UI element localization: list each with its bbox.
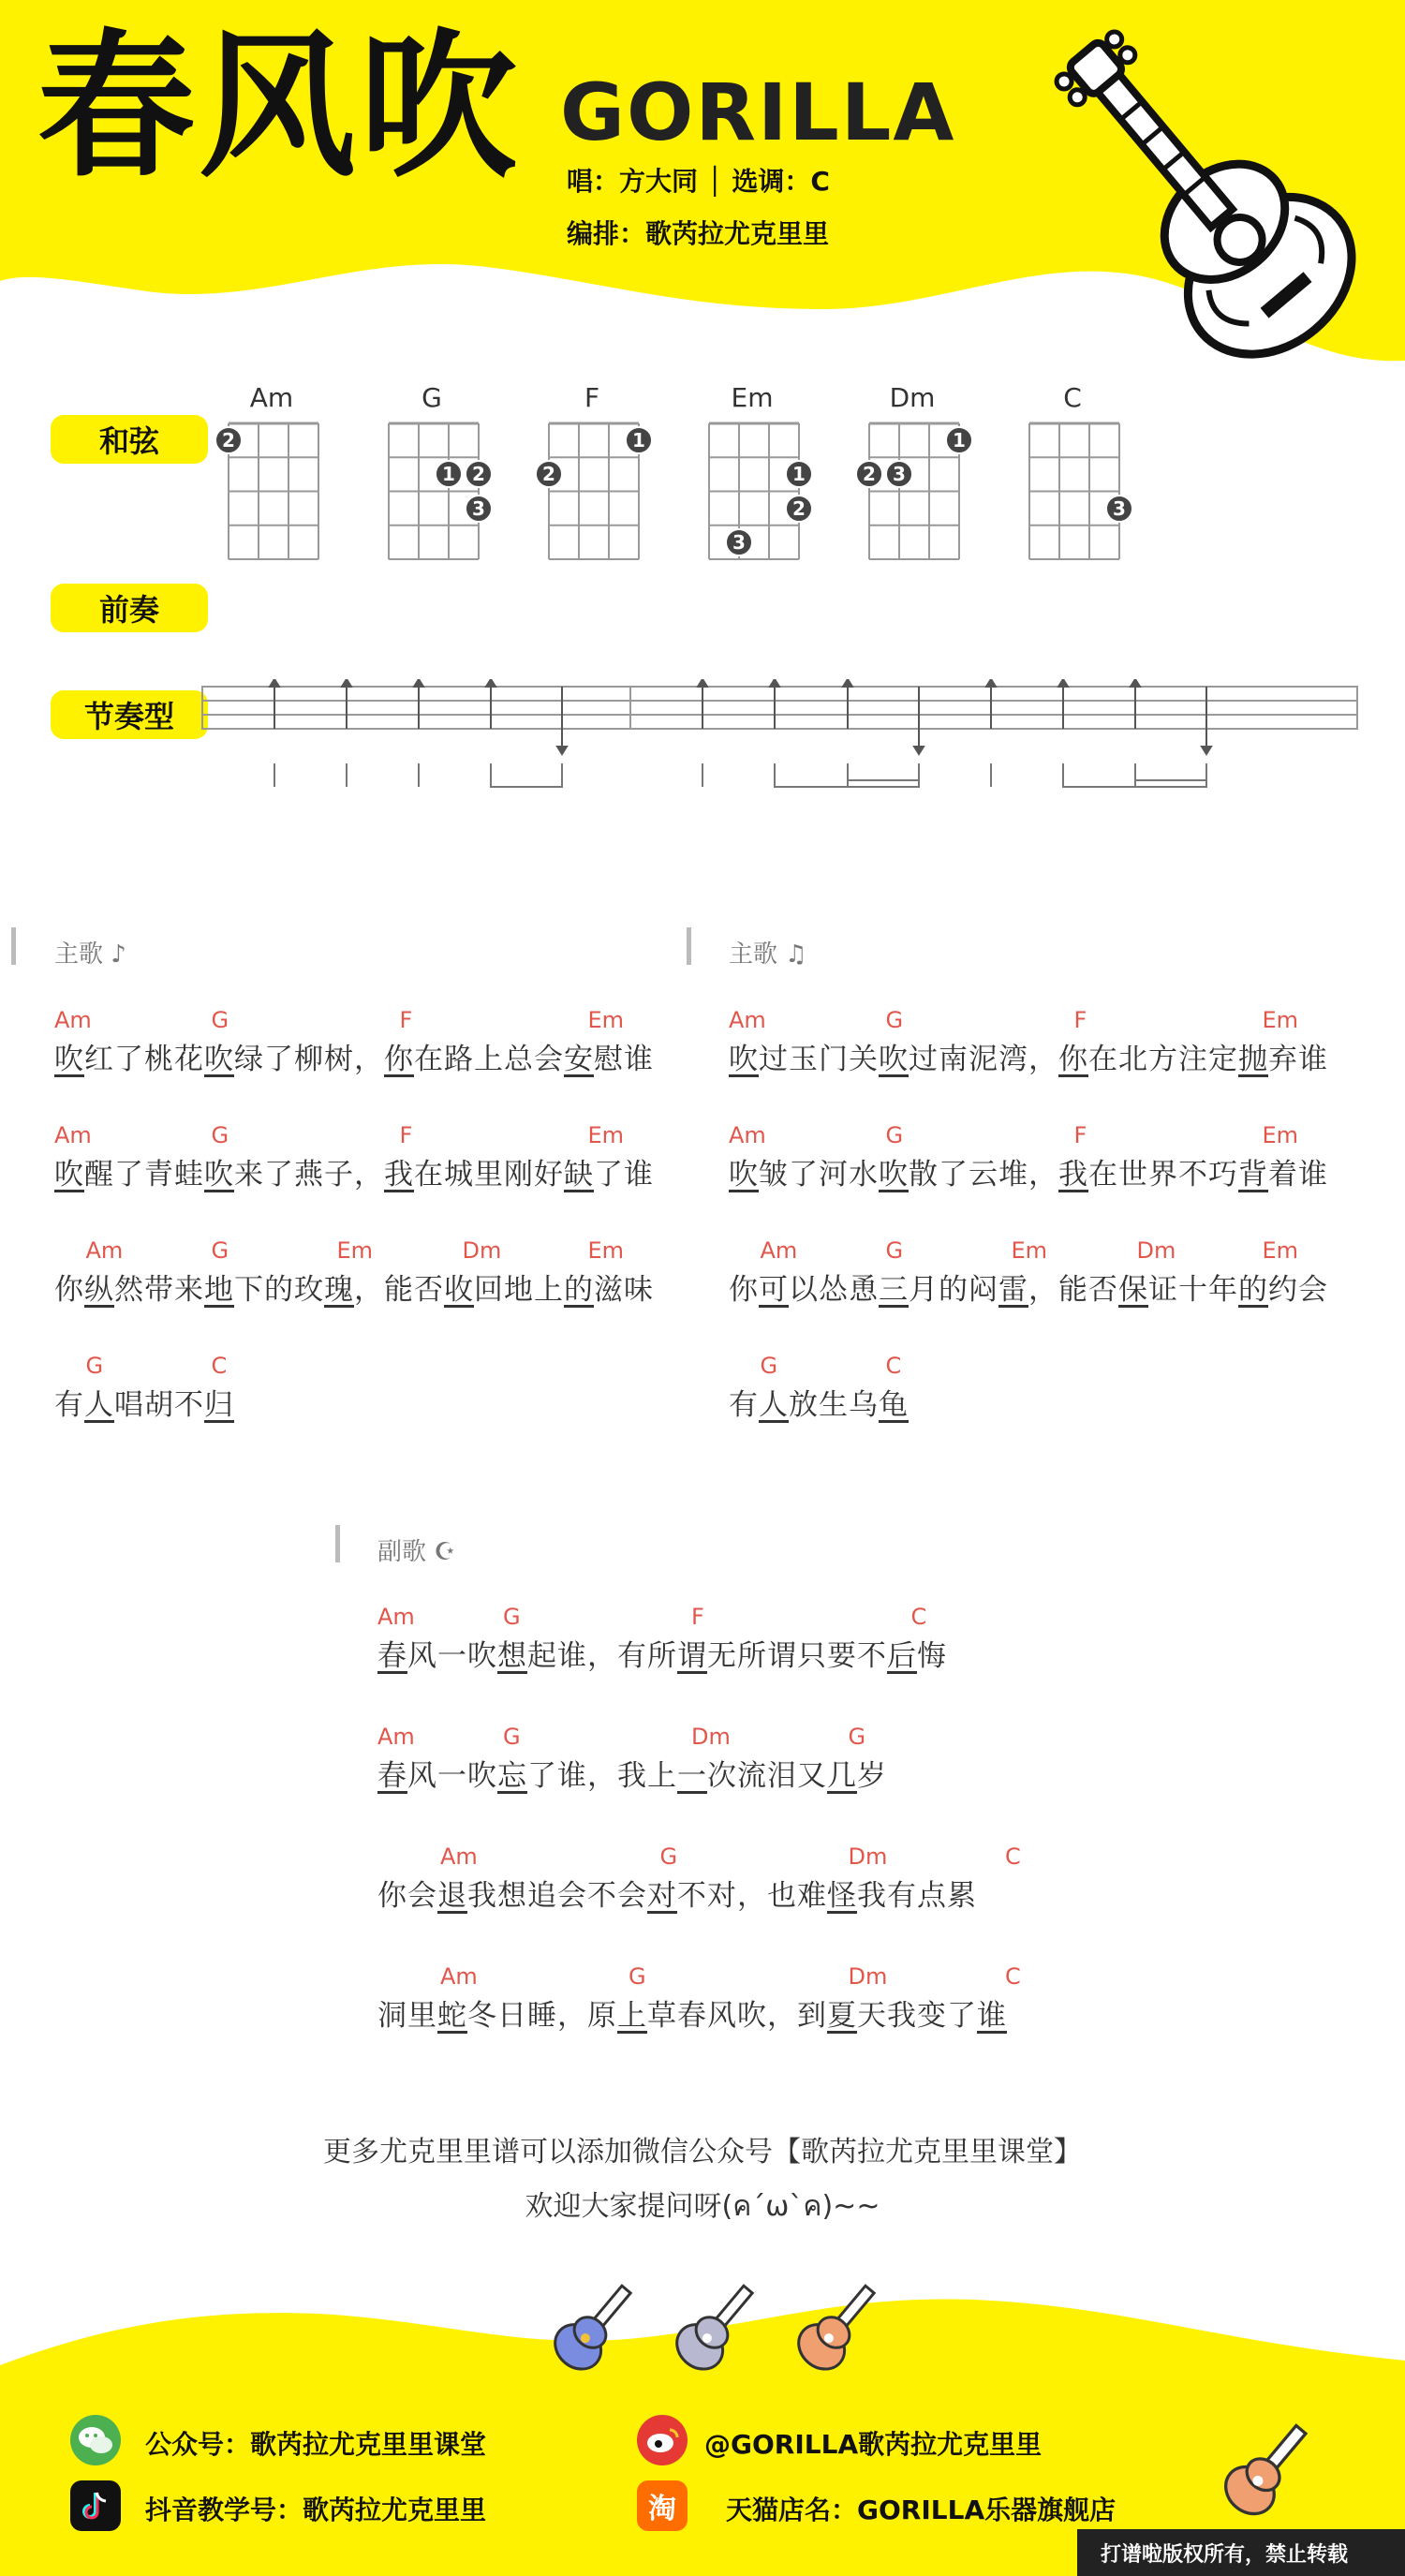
intro-label: 前奏 [51,584,208,632]
chord-label: Em [587,1007,625,1033]
chorus-title: 副歌 ☪ [377,1538,456,1566]
chord-label: G [503,1604,521,1630]
chord-name: F [584,382,600,413]
chord-label: F [1073,1007,1087,1033]
rhythm-pattern-staff [201,679,1363,792]
chord-label: Am [377,1604,415,1630]
lyric-text: 吹红了桃花吹绿了柳树，你在路上总会安慰谁 [54,1043,654,1076]
wechat-note: 更多尤克里里谱可以添加微信公众号【歌芮拉尤克里里课堂】 [323,2136,1082,2169]
copyright-text: 打谱啦版权所有，禁止转载 [1101,2543,1349,2567]
chord-label: G [503,1724,521,1750]
ukulele-corner-icon [1208,2421,1321,2524]
chord-label: Am [760,1237,798,1264]
lyric-text: 吹醒了青蛙吹来了燕子，我在城里刚好缺了谁 [54,1158,654,1192]
finger-dot: 3 [725,528,753,556]
chord-grid [1028,422,1121,561]
chord-label: G [85,1353,104,1379]
chord-label: G [885,1237,904,1264]
singer-key-line: 唱：方大同 │ 选调：C [567,166,830,197]
chord-label: C [910,1604,927,1630]
chord-label: Am [440,1963,478,1990]
lyric-text: 吹皱了河水吹散了云堆，我在世界不巧背着谁 [729,1158,1328,1192]
chord-label: C [211,1353,228,1379]
chord-label: G [760,1353,778,1379]
tmall-store: 天猫店名：GORILLA乐器旗舰店 [726,2495,1117,2525]
chord-label: Dm [691,1724,731,1750]
verse2-marker [687,927,691,965]
chord-name: C [1063,382,1082,413]
chords-label: 和弦 [51,415,208,464]
finger-dot: 1 [435,460,463,488]
chord-label: C [1005,1843,1021,1870]
lyric-text: 有人放生乌龟 [729,1388,909,1422]
guitar-illustration-icon [1026,28,1382,365]
lyric-text: 你纵然带来地下的玫瑰，能否收回地上的滋味 [54,1273,654,1307]
chord-label: G [885,1122,904,1148]
chord-label: Em [587,1237,625,1264]
chord-label: F [399,1007,413,1033]
chord-label: Am [377,1724,415,1750]
chord-label: Em [1011,1237,1048,1264]
finger-dot: 2 [214,426,243,454]
chord-label: C [885,1353,902,1379]
chord-label: F [399,1122,413,1148]
douyin-account: 抖音教学号：歌芮拉尤克里里 [145,2495,487,2525]
chord-label: G [629,1963,646,1990]
finger-dot: 1 [945,426,973,454]
lyric-text: 吹过玉门关吹过南泥湾，你在北方注定抛弃谁 [729,1043,1328,1076]
lyric-text: 你会退我想追会不会对不对，也难怪我有点累 [377,1879,977,1913]
chord-name: Am [249,382,294,413]
chord-label: G [211,1237,229,1264]
chord-label: C [1005,1963,1021,1990]
welcome-note: 欢迎大家提问呀(ค´ω`ค)~~ [525,2190,880,2223]
chord-label: Am [729,1007,766,1033]
chord-label: G [211,1007,229,1033]
chord-label: Dm [462,1237,502,1264]
chord-grid [387,422,481,561]
chord-label: Em [1262,1237,1299,1264]
lyric-text: 有人唱胡不归 [54,1388,234,1422]
chord-label: Em [1262,1007,1299,1033]
taobao-icon: 淘 [637,2480,688,2531]
weibo-account: @GORILLA歌芮拉尤克里里 [704,2429,1043,2460]
chord-diagrams [0,375,1405,571]
chord-label: G [848,1724,866,1750]
chord-label: Em [587,1122,625,1148]
ukulele-icons [525,2276,880,2379]
chord-label: G [659,1843,678,1870]
chord-grid [707,422,801,561]
chord-label: Am [54,1007,92,1033]
song-title: 春风吹 [37,15,521,199]
finger-dot: 3 [465,495,493,523]
rhythm-label: 节奏型 [51,690,208,739]
chord-label: Em [1262,1122,1299,1148]
wechat-account: 公众号：歌芮拉尤克里里课堂 [145,2429,487,2460]
brand-logo-text: GORILLA [560,67,956,158]
finger-dot: 3 [885,460,913,488]
chord-label: Em [336,1237,374,1264]
finger-dot: 1 [785,460,813,488]
chord-label: Dm [848,1843,888,1870]
chord-label: Dm [1136,1237,1176,1264]
chord-label: Dm [848,1963,888,1990]
douyin-icon [70,2480,121,2531]
lyric-text: 春风一吹忘了谁，我上一次流泪又几岁 [377,1759,887,1793]
wechat-icon [70,2415,121,2465]
chord-label: G [211,1122,229,1148]
chord-label: G [885,1007,904,1033]
lyric-text: 春风一吹想起谁，有所谓无所谓只要不后悔 [377,1639,947,1673]
chord-label: Am [85,1237,124,1264]
finger-dot: 2 [855,460,883,488]
finger-dot: 2 [785,495,813,523]
arranger-line: 编排：歌芮拉尤克里里 [567,218,830,249]
lyric-text: 你可以怂恿三月的闷雷，能否保证十年的约会 [729,1273,1328,1307]
chord-label: F [1073,1122,1087,1148]
chord-name: Dm [889,382,936,413]
chord-name: Em [731,382,774,413]
chorus-marker [335,1525,340,1562]
finger-dot: 2 [465,460,493,488]
finger-dot: 3 [1105,495,1133,523]
finger-dot: 1 [625,426,653,454]
verse1-marker [11,927,16,965]
chord-label: F [691,1604,704,1630]
verse2-title: 主歌 ♫ [729,940,807,969]
finger-dot: 2 [535,460,563,488]
chord-label: Am [54,1122,92,1148]
chord-label: Am [729,1122,766,1148]
chord-name: G [422,382,442,413]
weibo-icon [637,2415,688,2465]
chord-label: Am [440,1843,478,1870]
lyric-text: 洞里蛇冬日睡，原上草春风吹，到夏天我变了谁 [377,1999,1007,2033]
verse1-title: 主歌 ♪ [54,940,126,969]
